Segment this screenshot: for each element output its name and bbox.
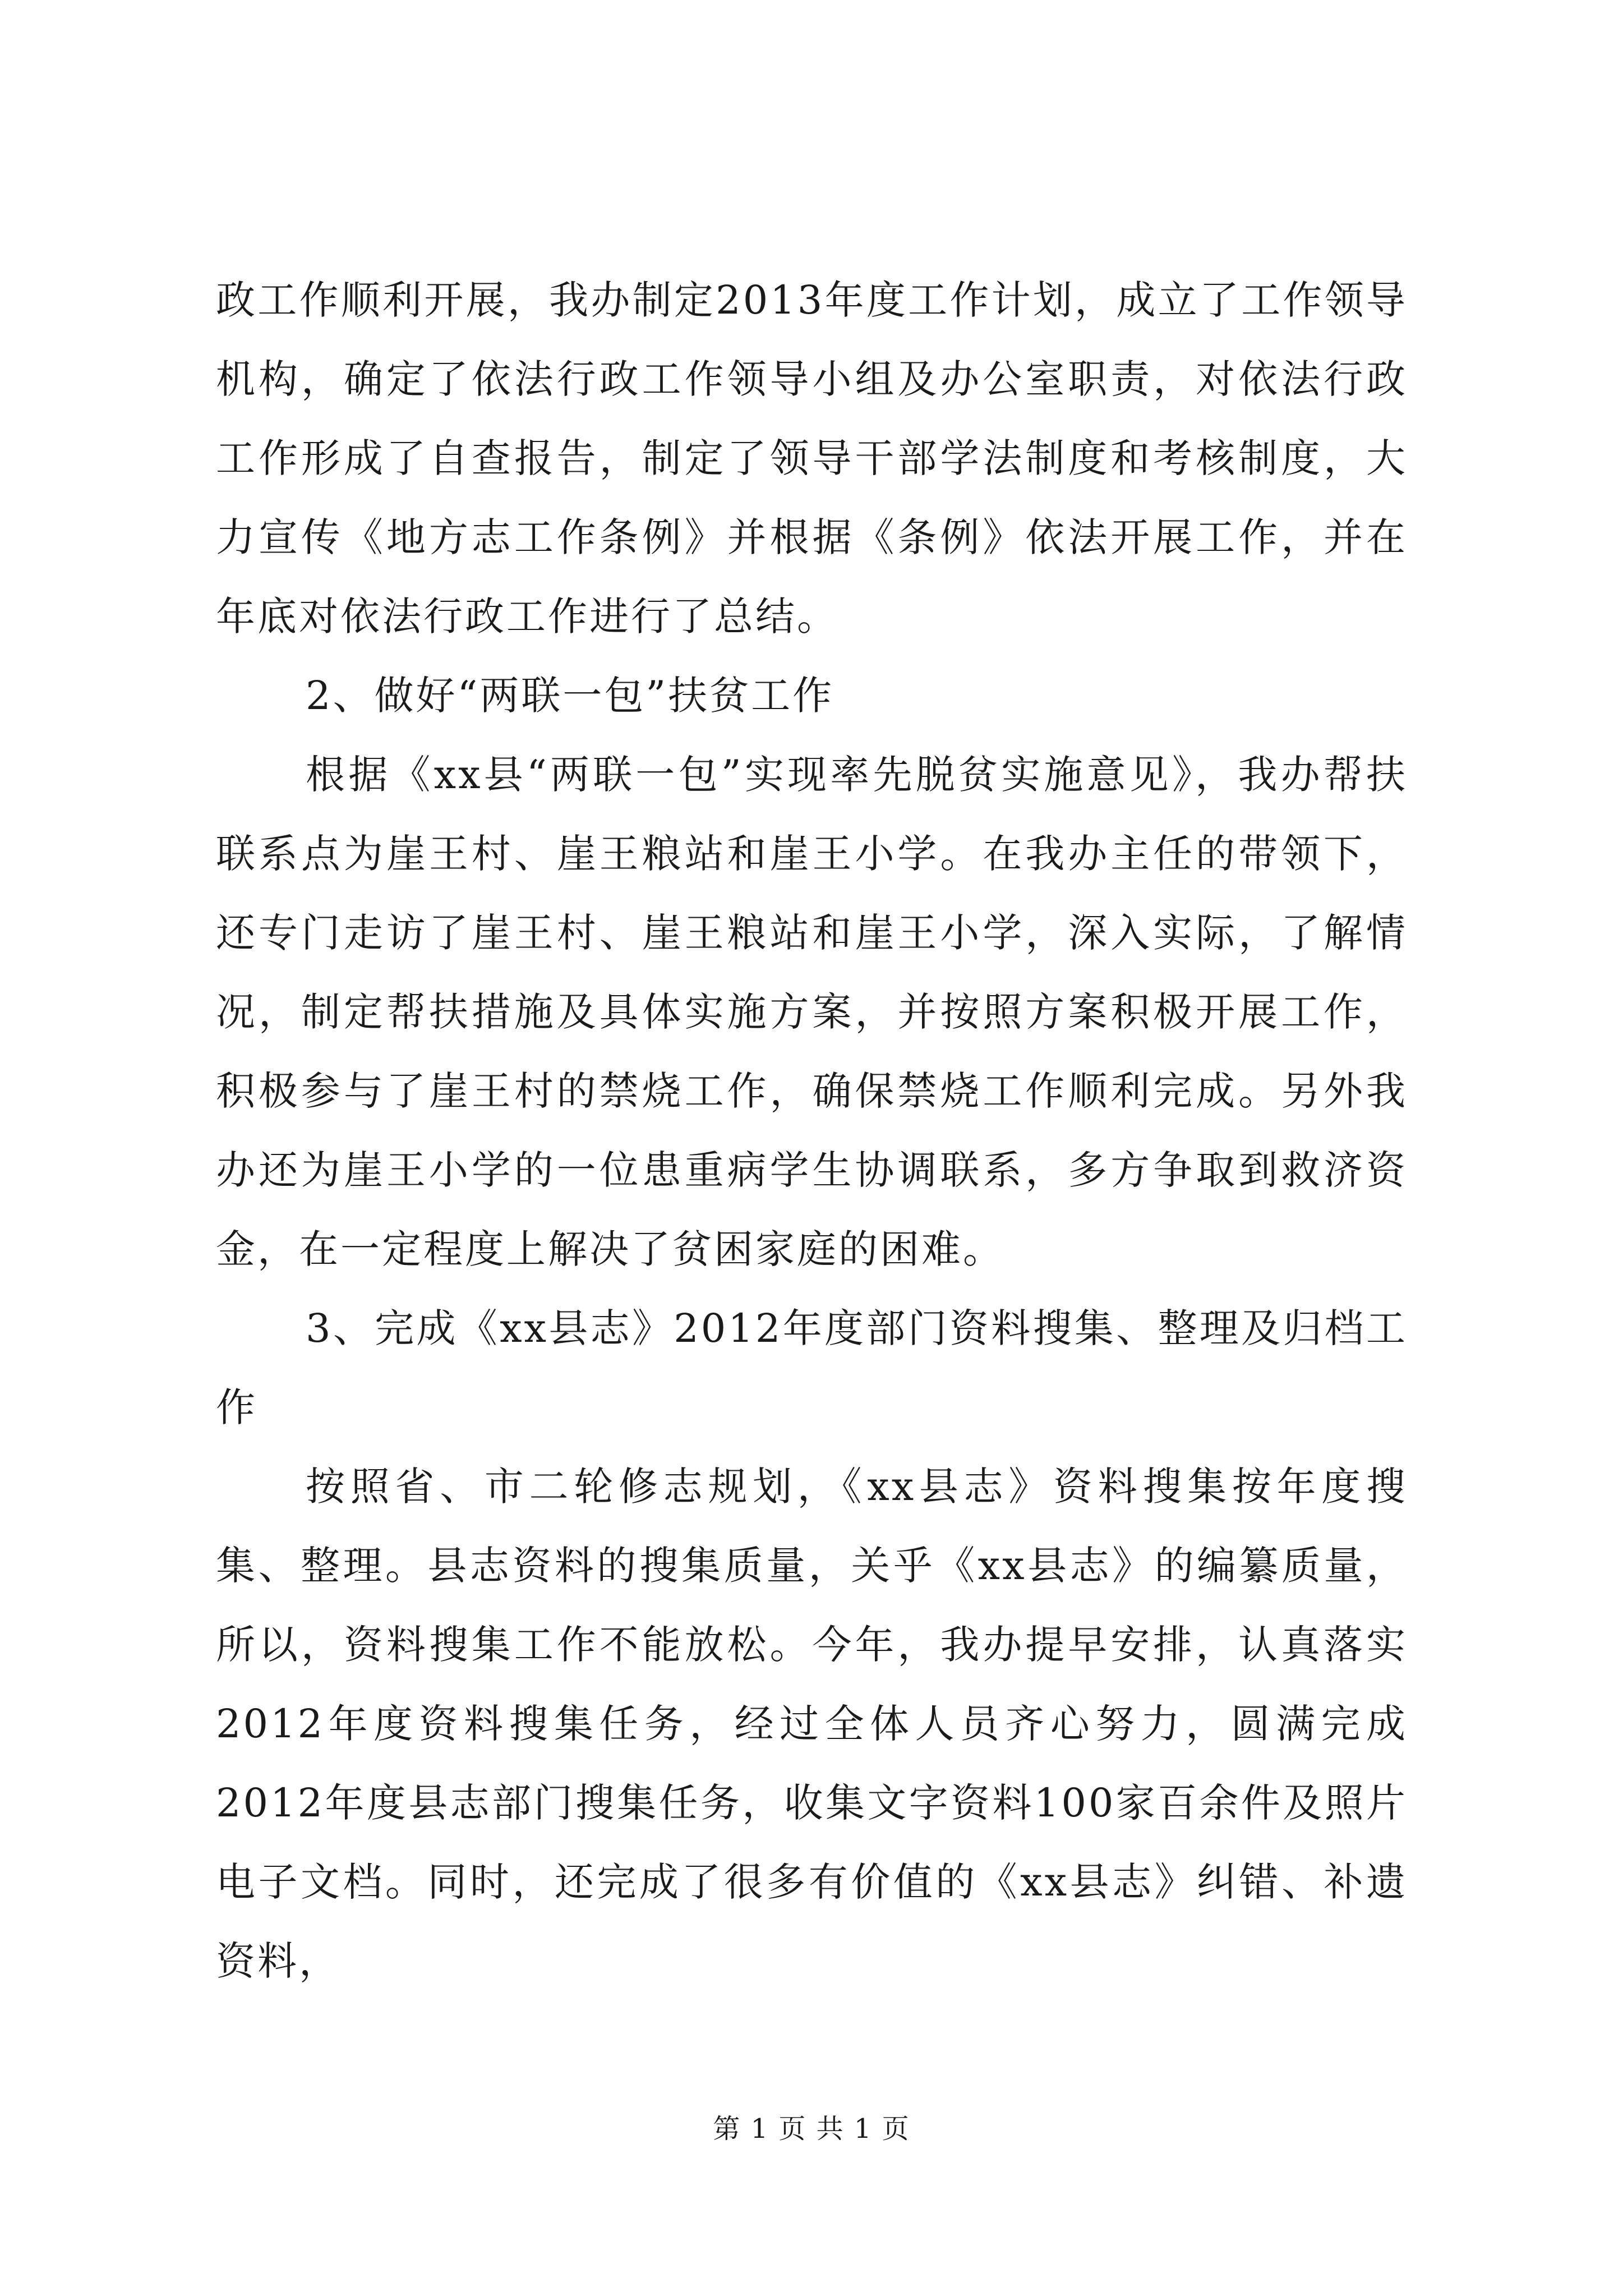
page-footer: 第 1 页 共 1 页: [713, 2113, 910, 2145]
document-body: [216, 261, 1408, 2001]
section-heading-county-records: 3、完成《xx县志》2012年度部门资料搜集、整理及归档工作: [216, 1305, 1408, 1430]
paragraph-poverty-relief: 根据《xx县“两联一包”实现率先脱贫实施意见》，我办帮扶联系点为崖王村、崖王粮站和崖王小学。在我办主任的带领下，还专门走访了崖王村、崖王粮站和崖王小学，深入实际，了解情况，制定帮扶措施及具体实施方案，并按照方案积极开展工作，积极参与了崖王村的禁烧工作，确保禁烧工作顺利完成。另外我办还为崖王小学的一位患重病学生协调联系，多方争取到救济资金，在一定程度上解决了贫困家庭的困难。: [216, 752, 1408, 1272]
paragraph-county-records: 按照省、市二轮修志规划，《xx县志》资料搜集按年度搜集、整理。县志资料的搜集质量，关乎《xx县志》的编纂质量，所以，资料搜集工作不能放松。今年，我办提早安排，认真落实2012年度资料搜集任务，经过全体人员齐心努力，圆满完成2012年度县志部门搜集任务，收集文字资料100家百余件及照片电子文档。同时，还完成了很多有价值的《xx县志》纠错、补遗资料，: [216, 1464, 1408, 1984]
paragraph-intro-continuation: 政工作顺利开展，我办制定2013年度工作计划，成立了工作领导机构，确定了依法行政工作领导小组及办公室职责，对依法行政工作形成了自查报告，制定了领导干部学法制度和考核制度，大力宣传《地方志工作条例》并根据《条例》依法开展工作，并在年底对依法行政工作进行了总结。: [216, 277, 1408, 639]
section-heading-poverty-relief: 2、做好“两联一包”扶贫工作: [306, 673, 834, 719]
